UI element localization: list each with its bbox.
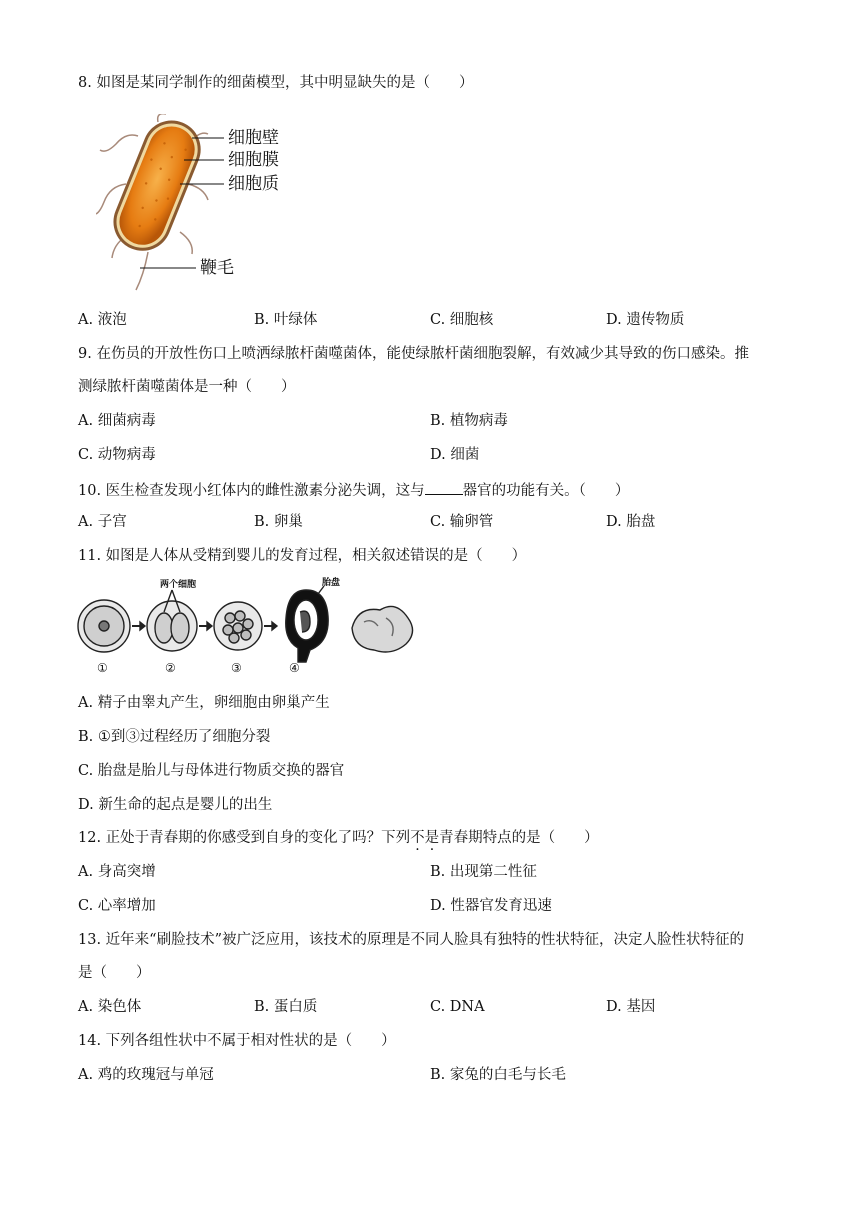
fig-number-1: ① (97, 661, 108, 675)
q14-option-b[interactable]: B. 家兔的白毛与长毛 (430, 1067, 566, 1083)
q9-stem-line1: 9. 在伤员的开放性伤口上喷洒绿脓杆菌噬菌体，能使绿脓杆菌细胞裂解，有效减少其导致的伤口感染。推 (78, 346, 749, 362)
q8-option-a[interactable]: A. 液泡 (78, 312, 127, 328)
q10-option-b[interactable]: B. 卵巢 (254, 514, 303, 530)
q8-option-c[interactable]: C. 细胞核 (430, 312, 494, 328)
q12-stem-after: 青春期特点的是（ ） (439, 830, 599, 846)
label-cell-membrane: 细胞膜 (228, 150, 279, 170)
q10-stem-before: 10. 医生检查发现小红体内的雌性激素分泌失调，这与 (78, 483, 425, 499)
q9-stem-line2: 测绿脓杆菌噬菌体是一种（ ） (78, 379, 296, 395)
q11-stem: 11. 如图是人体从受精到婴儿的发育过程，相关叙述错误的是（ ） (78, 548, 527, 564)
q13-option-b[interactable]: B. 蛋白质 (254, 999, 318, 1015)
q12-option-a[interactable]: A. 身高突增 (78, 864, 156, 880)
q10-option-a[interactable]: A. 子宫 (78, 514, 127, 530)
q14-option-a[interactable]: A. 鸡的玫瑰冠与单冠 (78, 1067, 214, 1083)
q10-stem (78, 480, 629, 500)
q13-option-c[interactable]: C. DNA (430, 999, 485, 1015)
q12-option-d[interactable]: D. 性器官发育迅速 (430, 898, 552, 914)
q12-emphasis-not: 不 (410, 830, 425, 846)
q11-option-b[interactable]: B. ①到③过程经历了细胞分裂 (78, 729, 271, 745)
q13-stem-line2: 是（ ） (78, 965, 151, 981)
q12-emphasis-is: 是 (424, 830, 440, 846)
q9-option-b[interactable]: B. 植物病毒 (430, 413, 508, 429)
q9-option-d[interactable]: D. 细菌 (430, 447, 480, 463)
q12-option-b[interactable]: B. 出现第二性征 (430, 864, 537, 880)
q14-stem: 14. 下列各组性状中不属于相对性状的是（ ） (78, 1033, 396, 1049)
fig-label-two-cells: 两个细胞 (160, 580, 197, 590)
q13-option-d[interactable]: D. 基因 (606, 999, 656, 1015)
fig-number-2: ② (165, 661, 176, 675)
label-cell-wall: 细胞壁 (228, 128, 279, 148)
q13-option-a[interactable]: A. 染色体 (78, 999, 142, 1015)
q10-option-c[interactable]: C. 输卵管 (430, 514, 494, 530)
q9-option-c[interactable]: C. 动物病毒 (78, 447, 156, 463)
label-cytoplasm: 细胞质 (228, 174, 279, 194)
q11-option-a[interactable]: A. 精子由睾丸产生，卵细胞由卵巢产生 (78, 695, 330, 711)
fig-label-placenta: 胎盘 (322, 578, 341, 588)
q10-option-d[interactable]: D. 胎盘 (606, 514, 656, 530)
development-figure (74, 578, 424, 678)
q8-option-b[interactable]: B. 叶绿体 (254, 312, 318, 328)
q9-option-a[interactable]: A. 细菌病毒 (78, 413, 156, 429)
q10-blank (425, 480, 463, 495)
label-flagellum: 鞭毛 (200, 258, 234, 278)
q12-option-c[interactable]: C. 心率增加 (78, 898, 156, 914)
q10-stem-after: 器官的功能有关。（ ） (462, 483, 630, 499)
fig-number-3: ③ (231, 661, 242, 675)
q11-option-c[interactable]: C. 胎盘是胎儿与母体进行物质交换的器官 (78, 763, 345, 779)
q8-stem: 8. 如图是某同学制作的细菌模型，其中明显缺失的是（ ） (78, 75, 474, 91)
q8-option-d[interactable]: D. 遗传物质 (606, 312, 685, 328)
q12-stem-before: 12. 正处于青春期的你感受到自身的变化了吗？下列 (78, 830, 411, 846)
fig-number-4: ④ (289, 661, 300, 675)
q13-stem-line1: 13. 近年来“刷脸技术”被广泛应用，该技术的原理是不同人脸具有独特的性状特征，决定人脸性状特征的 (78, 932, 744, 948)
q11-option-d[interactable]: D. 新生命的起点是婴儿的出生 (78, 797, 273, 813)
q12-stem (78, 829, 599, 847)
